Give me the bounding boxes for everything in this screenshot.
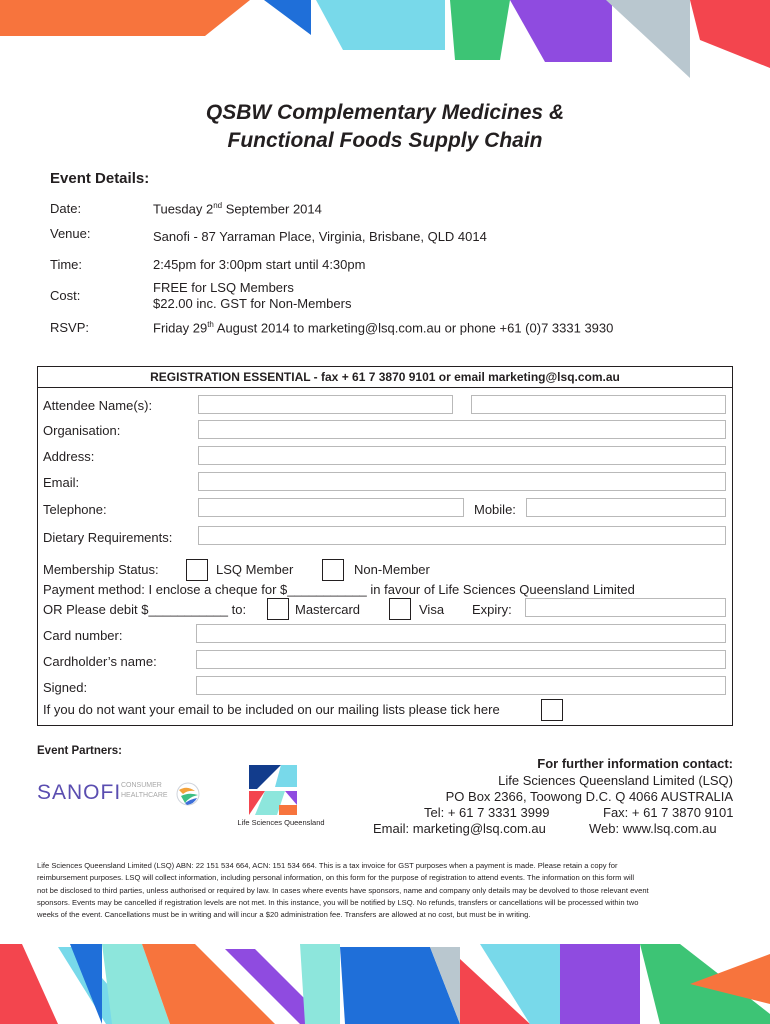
dietary-field[interactable] [198, 526, 726, 545]
address-label: Address: [43, 449, 95, 464]
mailing-opt-out-checkbox[interactable] [541, 699, 563, 721]
banner-cyan-shape [316, 0, 445, 50]
lsq-logo [230, 765, 332, 833]
rsvp-label: RSVP: [50, 320, 90, 335]
fine-print-line: reimbursement purposes. LSQ will collect information, including personal information, on this form for the purpose of registration to attend events. The information on this form will [37, 873, 635, 883]
contact-tel: Tel: + 61 7 3331 3999 [424, 805, 550, 820]
fine-print-line: Life Sciences Queensland Limited (LSQ) ABN: 22 151 534 664, ACN: 151 534 664. This is a tax invoice for GST purposes when a payment is made. Please retain a copy for [37, 861, 618, 870]
non-member-label: Non-Member [354, 562, 430, 577]
contact-web: Web: www.lsq.com.au [589, 821, 717, 836]
terms-fine-print [37, 860, 737, 921]
attendee-name-field-1[interactable] [198, 395, 453, 414]
sanofi-bird-icon [175, 781, 201, 807]
time-label: Time: [50, 257, 83, 272]
banner-bottom-blue-a [70, 944, 102, 1024]
page-title-line-2: Functional Foods Supply Chain [227, 129, 543, 152]
banner-bottom-red [0, 944, 58, 1024]
contact-block [446, 756, 733, 806]
bottom-decorative-banner [0, 944, 770, 1024]
signed-label: Signed: [43, 680, 88, 695]
mastercard-checkbox[interactable] [267, 598, 289, 620]
registration-heading: REGISTRATION ESSENTIAL - fax + 61 7 3870 9101 or email marketing@lsq.com.au [37, 366, 733, 388]
card-number-label: Card number: [43, 628, 123, 643]
banner-orange-shape [0, 0, 250, 36]
lsq-logo-icon [249, 765, 299, 815]
visa-checkbox[interactable] [389, 598, 411, 620]
sanofi-healthcare-text: HEALTHCARE [121, 792, 168, 799]
mobile-field[interactable] [526, 498, 726, 517]
rsvp-value: Friday 29th August 2014 to marketing@lsq.com.au or phone +61 (0)7 3331 3930 [153, 320, 614, 336]
mobile-label: Mobile: [474, 502, 516, 517]
lsq-member-label: LSQ Member [216, 562, 294, 577]
debit-label: OR Please debit $___________ to: [43, 602, 247, 617]
banner-blue-shape [264, 0, 311, 35]
banner-red-shape [690, 0, 770, 68]
lsq-member-checkbox[interactable] [186, 559, 208, 581]
card-number-field[interactable] [196, 624, 726, 643]
fine-print-line: sponsors. Events may be cancelled if registration levels are not met. In this instance, you will be notified by LSQ. No refunds, transfers or cancellations will be processed within two [37, 897, 639, 907]
contact-org: Life Sciences Queensland Limited (LSQ) [498, 772, 733, 788]
non-member-checkbox[interactable] [322, 559, 344, 581]
contact-address: PO Box 2366, Toowong D.C. Q 4066 AUSTRALIA [445, 789, 733, 804]
sanofi-logo [37, 781, 207, 811]
sanofi-wordmark: SANOFI [37, 781, 122, 804]
cost-members: FREE for LSQ Members [153, 280, 294, 295]
visa-label: Visa [419, 602, 445, 617]
attendee-name-field-2[interactable] [471, 395, 726, 414]
mastercard-label: Mastercard [295, 602, 361, 617]
event-partners-heading: Event Partners: [37, 745, 123, 757]
organisation-field[interactable] [198, 420, 726, 439]
dietary-label: Dietary Requirements: [43, 530, 173, 545]
banner-bottom-teal-b [300, 944, 340, 1024]
cardholder-field[interactable] [196, 650, 726, 669]
fine-print-line: not be disclosed to third parties, unless authorised or required by law. In cases where events have sponsors, name and company only details may be devolved to those relevant event [37, 885, 649, 895]
top-decorative-banner [0, 0, 770, 85]
organisation-label: Organisation: [43, 423, 121, 438]
event-details-heading: Event Details: [50, 170, 150, 187]
venue-label: Venue: [50, 226, 91, 241]
membership-label: Membership Status: [43, 562, 159, 577]
contact-email: Email: marketing@lsq.com.au [373, 821, 546, 836]
telephone-label: Telephone: [43, 502, 107, 517]
expiry-label: Expiry: [472, 602, 512, 617]
cost-non-members: $22.00 inc. GST for Non-Members [153, 296, 352, 311]
venue-value: Sanofi - 87 Yarraman Place, Virginia, Brisbane, QLD 4014 [153, 229, 487, 244]
cost-label: Cost: [50, 288, 81, 303]
fine-print-line: weeks of the event. Cancellations must be in writing and will incur a $20 administration fee. Transfers are allowed at no cost, but must be in writing. [37, 910, 531, 920]
page-title-line-1: QSBW Complementary Medicines & [205, 101, 565, 124]
contact-heading: For further information contact: [537, 756, 733, 771]
banner-green-shape [450, 0, 510, 60]
email-label: Email: [43, 475, 80, 490]
telephone-field[interactable] [198, 498, 464, 517]
lsq-logo-caption: Life Sciences Queensland [237, 818, 325, 827]
mailing-opt-out-label: If you do not want your email to be included on our mailing lists please tick here [43, 702, 500, 717]
payment-method-line: Payment method: I enclose a cheque for $___________ in favour of Life Sciences Queensland Limited [43, 582, 635, 597]
time-value: 2:45pm for 3:00pm start until 4:30pm [153, 257, 366, 272]
banner-purple-shape [510, 0, 612, 62]
signed-field[interactable] [196, 676, 726, 695]
cardholder-label: Cardholder’s name: [43, 654, 157, 669]
banner-grey-shape [606, 0, 690, 78]
address-field[interactable] [198, 446, 726, 465]
date-value: Tuesday 2nd September 2014 [153, 201, 322, 217]
banner-bottom-purple-b [560, 944, 640, 1024]
expiry-field[interactable] [525, 598, 726, 617]
email-field[interactable] [198, 472, 726, 491]
sanofi-consumer-text: CONSUMER [121, 782, 162, 789]
attendee-label: Attendee Name(s): [43, 398, 153, 413]
date-label: Date: [50, 201, 82, 216]
contact-fax: Fax: + 61 7 3870 9101 [603, 805, 734, 820]
